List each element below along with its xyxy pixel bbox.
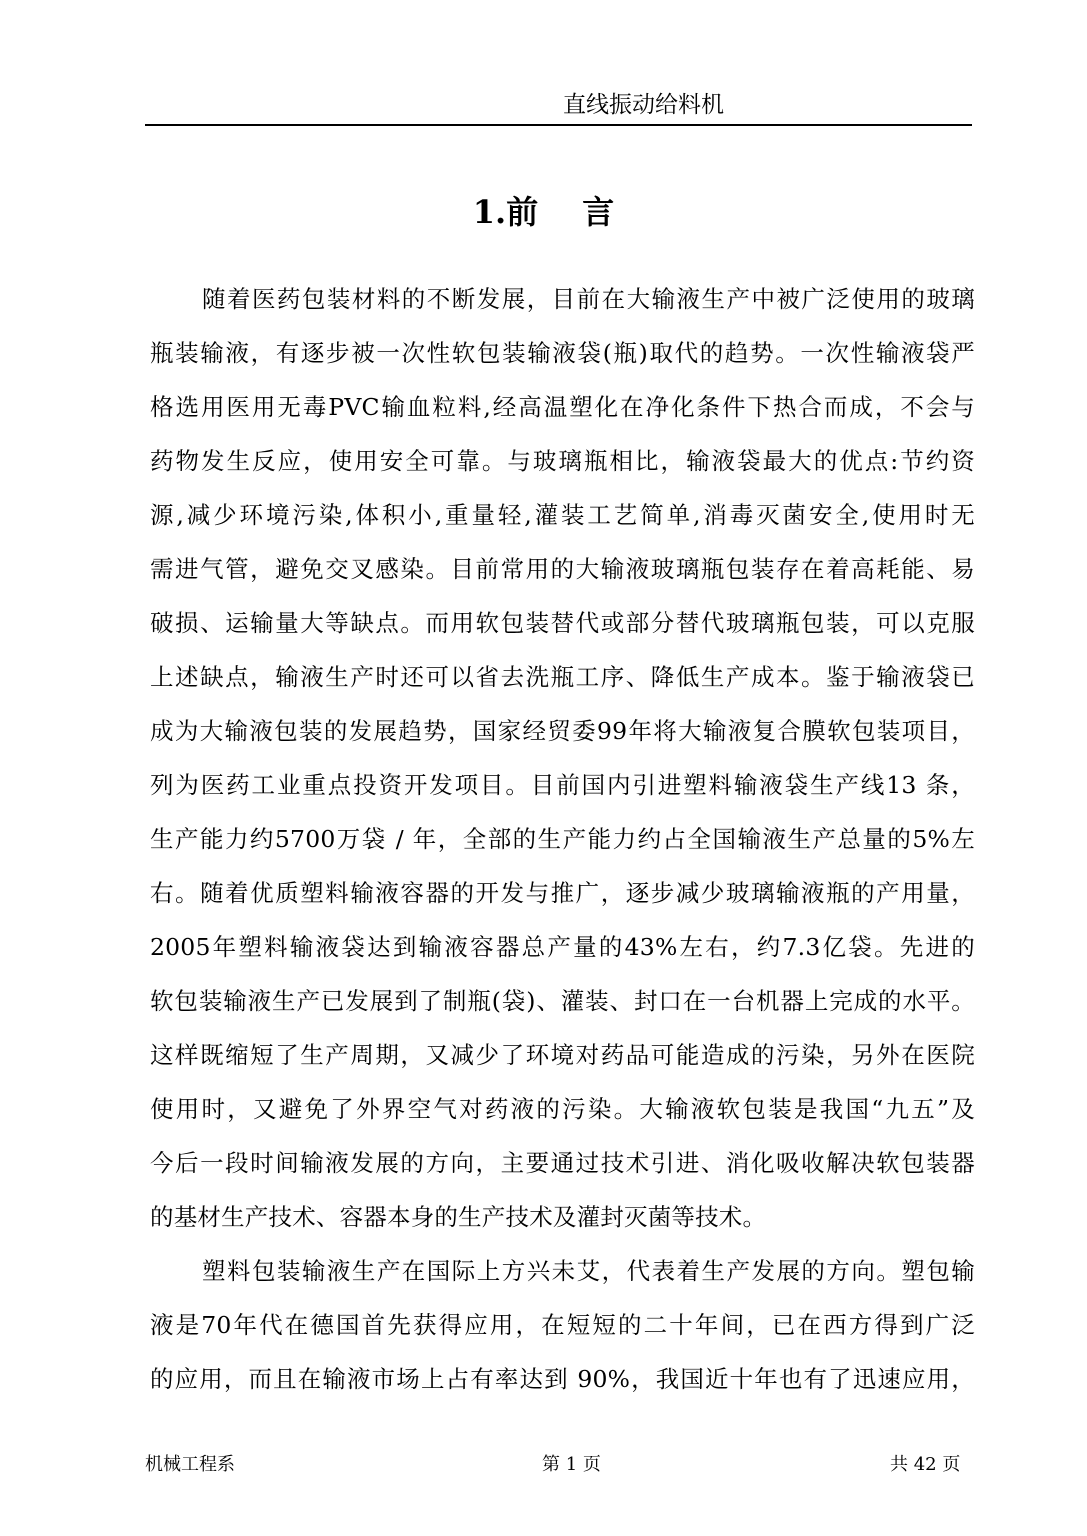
- paragraph-1-line-3: 格选用医用无毒PVC输血粒料,经高温塑化在净化条件下热合而成，不会与: [150, 393, 975, 421]
- paragraph-1-line-13: 2005年塑料输液袋达到输液容器总产量的43%左右，约7.3亿袋。先进的: [150, 933, 975, 961]
- running-header: [145, 88, 972, 126]
- footer-department: 机械工程系: [145, 1454, 235, 1475]
- chapter-title: [0, 190, 1087, 234]
- paragraph-1-line-10: 列为医药工业重点投资开发项目。目前国内引进塑料输液袋生产线13 条，: [150, 771, 975, 799]
- chapter-number: 1.: [472, 193, 507, 231]
- paragraph-1-line-15: 这样既缩短了生产周期，又减少了环境对药品可能造成的污染，另外在医院: [150, 1041, 975, 1069]
- page-footer: [145, 1452, 972, 1480]
- paragraph-2-line-3: 的应用，而且在输液市场上占有率达到 90%，我国近十年也有了迅速应用，: [150, 1365, 975, 1393]
- footer-total-pages: 共 42 页: [890, 1454, 961, 1475]
- footer-page-number: 第 1 页: [542, 1454, 601, 1475]
- paragraph-1-line-4: 药物发生反应，使用安全可靠。与玻璃瓶相比，输液袋最大的优点:节约资: [150, 447, 975, 475]
- paragraph-1-line-9: 成为大输液包装的发展趋势，国家经贸委99年将大输液复合膜软包装项目，: [150, 717, 975, 745]
- paragraph-1-line-12: 右。随着优质塑料输液容器的开发与推广，逐步减少玻璃输液瓶的产用量，: [150, 879, 975, 907]
- paragraph-1-line-1: 随着医药包装材料的不断发展，目前在大输液生产中被广泛使用的玻璃: [202, 285, 975, 313]
- paragraph-2-line-2: 液是70年代在德国首先获得应用，在短短的二十年间，已在西方得到广泛: [150, 1311, 975, 1339]
- chapter-title-part-1: 前: [506, 193, 539, 231]
- paragraph-1-line-6: 需进气管，避免交叉感染。目前常用的大输液玻璃瓶包装存在着高耗能、易: [150, 555, 975, 583]
- paragraph-1-line-14: 软包装输液生产已发展到了制瓶(袋)、灌装、封口在一台机器上完成的水平。: [150, 987, 975, 1015]
- chapter-title-part-2: 言: [582, 193, 615, 231]
- paragraph-1-line-11: 生产能力约5700万袋 / 年，全部的生产能力约占全国输液生产总量的5%左: [150, 825, 975, 853]
- paragraph-1-line-18: 的基材生产技术、容器本身的生产技术及灌封灭菌等技术。: [150, 1203, 767, 1231]
- paragraph-1-line-2: 瓶装输液，有逐步被一次性软包装输液袋(瓶)取代的趋势。一次性输液袋严: [150, 339, 975, 367]
- paragraph-1-line-7: 破损、运输量大等缺点。而用软包装替代或部分替代玻璃瓶包装，可以克服: [150, 609, 975, 637]
- paragraph-1-line-5: 源,减少环境污染,体积小,重量轻,灌装工艺简单,消毒灭菌安全,使用时无: [150, 501, 975, 529]
- paragraph-1-line-16: 使用时，又避免了外界空气对药液的污染。大输液软包装是我国“九五”及: [150, 1095, 975, 1123]
- running-header-title: 直线振动给料机: [563, 92, 724, 118]
- paragraph-2-line-1: 塑料包装输液生产在国际上方兴未艾，代表着生产发展的方向。塑包输: [202, 1257, 975, 1285]
- paragraph-1-line-8: 上述缺点，输液生产时还可以省去洗瓶工序、降低生产成本。鉴于输液袋已: [150, 663, 975, 691]
- paragraph-1-line-17: 今后一段时间输液发展的方向，主要通过技术引进、消化吸收解决软包装器: [150, 1149, 975, 1177]
